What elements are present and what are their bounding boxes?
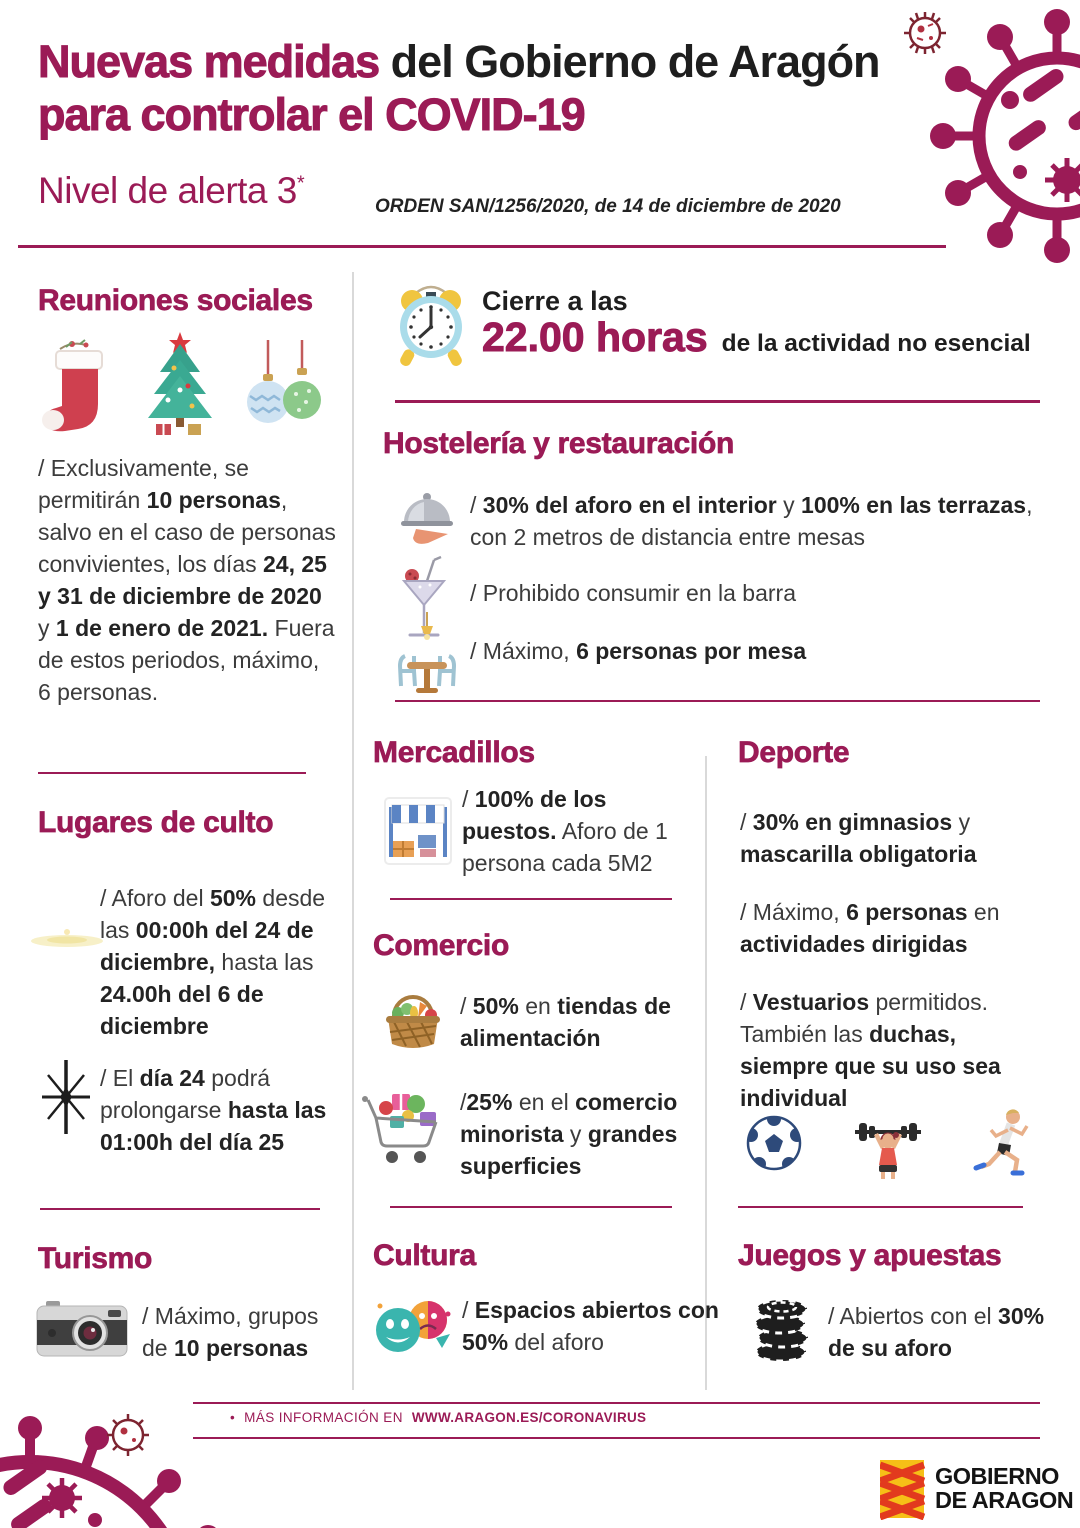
footer-bullet: • <box>230 1410 236 1425</box>
closing-suffix: de la actividad no esencial <box>721 330 1031 357</box>
closing-prefix: Cierre a las <box>482 286 628 316</box>
closing-line <box>482 314 1031 361</box>
star-icon <box>36 1058 96 1136</box>
column-divider-left <box>352 272 354 1390</box>
candle-icon <box>28 925 106 951</box>
gobierno-aragon-logo <box>880 1458 1073 1520</box>
footer-rule-top <box>193 1402 1040 1404</box>
section-title-turismo: Turismo <box>38 1242 153 1275</box>
table-chairs-icon <box>395 612 459 696</box>
food-basket-icon <box>380 986 446 1052</box>
christmas-icons-row <box>40 330 332 438</box>
cultura-body: / Espacios abiertos con 50% del aforo <box>462 1297 719 1355</box>
running-icon <box>973 1106 1037 1180</box>
christmas-stocking-icon <box>40 336 118 438</box>
serving-cloche-icon <box>398 488 456 546</box>
ornaments-icon <box>242 340 324 438</box>
shopping-cart-icon <box>362 1082 448 1168</box>
weightlifting-icon <box>851 1106 925 1180</box>
comercio-item-1: / 50% en tiendas de alimentación <box>460 993 671 1051</box>
header-rule <box>18 245 946 248</box>
mercadillos-body: / 100% de los puestos. Aforo de 1 persona cada 5M2 <box>462 786 668 876</box>
section-title-deporte: Deporte <box>738 736 850 769</box>
logo-text <box>935 1465 1073 1513</box>
coronavirus-corner-icon <box>0 1390 235 1528</box>
christmas-tree-icon <box>134 330 226 438</box>
alarm-clock-icon <box>390 281 472 369</box>
rule-hosteleria <box>395 700 1040 702</box>
rule-juegos <box>738 1206 1023 1208</box>
deporte-item-2: / Máximo, 6 personas en actividades dirigidas <box>740 899 1000 957</box>
section-title-mercadillos: Mercadillos <box>373 736 535 769</box>
section-title-comercio: Comercio <box>373 929 509 962</box>
soccer-ball-icon <box>745 1114 803 1172</box>
culto-item-2: / El día 24 podrá prolongarse hasta las 01:00h del día 25 <box>100 1065 327 1155</box>
comercio-item-2: /25% en el comercio minorista y grandes superficies <box>460 1089 678 1179</box>
deporte-item-3: / Vestuarios permitidos. También las duchas, siempre que su uso sea individual <box>740 989 1001 1111</box>
coronavirus-large-icon <box>870 0 1080 268</box>
logo-line-2: DE ARAGON <box>935 1487 1074 1513</box>
reuniones-body: / Exclusivamente, se permitirán 10 personas, salvo en el caso de personas convivientes, los días 24, 25 y 31 de diciembre de 2020 y 1 de enero de 2021. Fuera de estos periodos, máximo, 6 personas. <box>38 455 336 705</box>
aragon-flag-icon <box>880 1458 926 1520</box>
section-title-hosteleria: Hostelería y restauración <box>383 427 734 460</box>
closing-time: 22.00 horas <box>482 314 708 360</box>
theater-masks-icon <box>372 1292 456 1358</box>
rule-mercadillos <box>390 898 672 900</box>
rule-turismo <box>40 1208 320 1210</box>
rule-cultura <box>390 1206 672 1208</box>
rule-closing <box>395 400 1040 403</box>
rule-reuniones <box>38 772 306 774</box>
coronavirus-small-icon <box>904 12 946 54</box>
section-title-cultura: Cultura <box>373 1239 476 1272</box>
section-title-reuniones: Reuniones sociales <box>38 284 313 317</box>
page-title: Nuevas medidas del Gobierno de Aragón para controlar el COVID-19 <box>38 36 880 140</box>
footer-rule-bottom <box>193 1437 1040 1439</box>
market-stall-icon <box>384 797 452 865</box>
alert-level: Nivel de alerta 3* <box>38 170 305 211</box>
sports-icons-row <box>745 1106 1037 1180</box>
deporte-item-1: / 30% en gimnasios y mascarilla obligatoria <box>740 809 977 867</box>
camera-icon <box>36 1296 128 1360</box>
order-reference: ORDEN SAN/1256/2020, de 14 de diciembre de 2020 <box>375 196 841 217</box>
hosteleria-item-3: / Máximo, 6 personas por mesa <box>470 638 807 664</box>
footer-info <box>230 1410 646 1425</box>
alert-asterisk: * <box>296 172 305 195</box>
turismo-body: / Máximo, grupos de 10 personas <box>142 1303 319 1361</box>
hosteleria-item-1: / 30% del aforo en el interior y 100% en las terrazas, con 2 metros de distancia entre mesas <box>470 492 1033 550</box>
poker-chips-icon <box>752 1292 812 1364</box>
section-title-culto: Lugares de culto <box>38 806 274 839</box>
footer-info-url[interactable]: WWW.ARAGON.ES/CORONAVIRUS <box>411 1410 647 1425</box>
footer-info-prefix: MÁS INFORMACIÓN EN <box>244 1410 403 1425</box>
juegos-body: / Abiertos con el 30% de su aforo <box>828 1303 1045 1361</box>
logo-line-1: GOBIERNO <box>935 1463 1059 1490</box>
section-title-juegos: Juegos y apuestas <box>738 1239 1002 1272</box>
culto-item-1: / Aforo del 50% desde las 00:00h del 24 de diciembre, hasta las 24.00h del 6 de diciembre <box>100 885 326 1039</box>
hosteleria-item-2: / Prohibido consumir en la barra <box>470 580 796 606</box>
